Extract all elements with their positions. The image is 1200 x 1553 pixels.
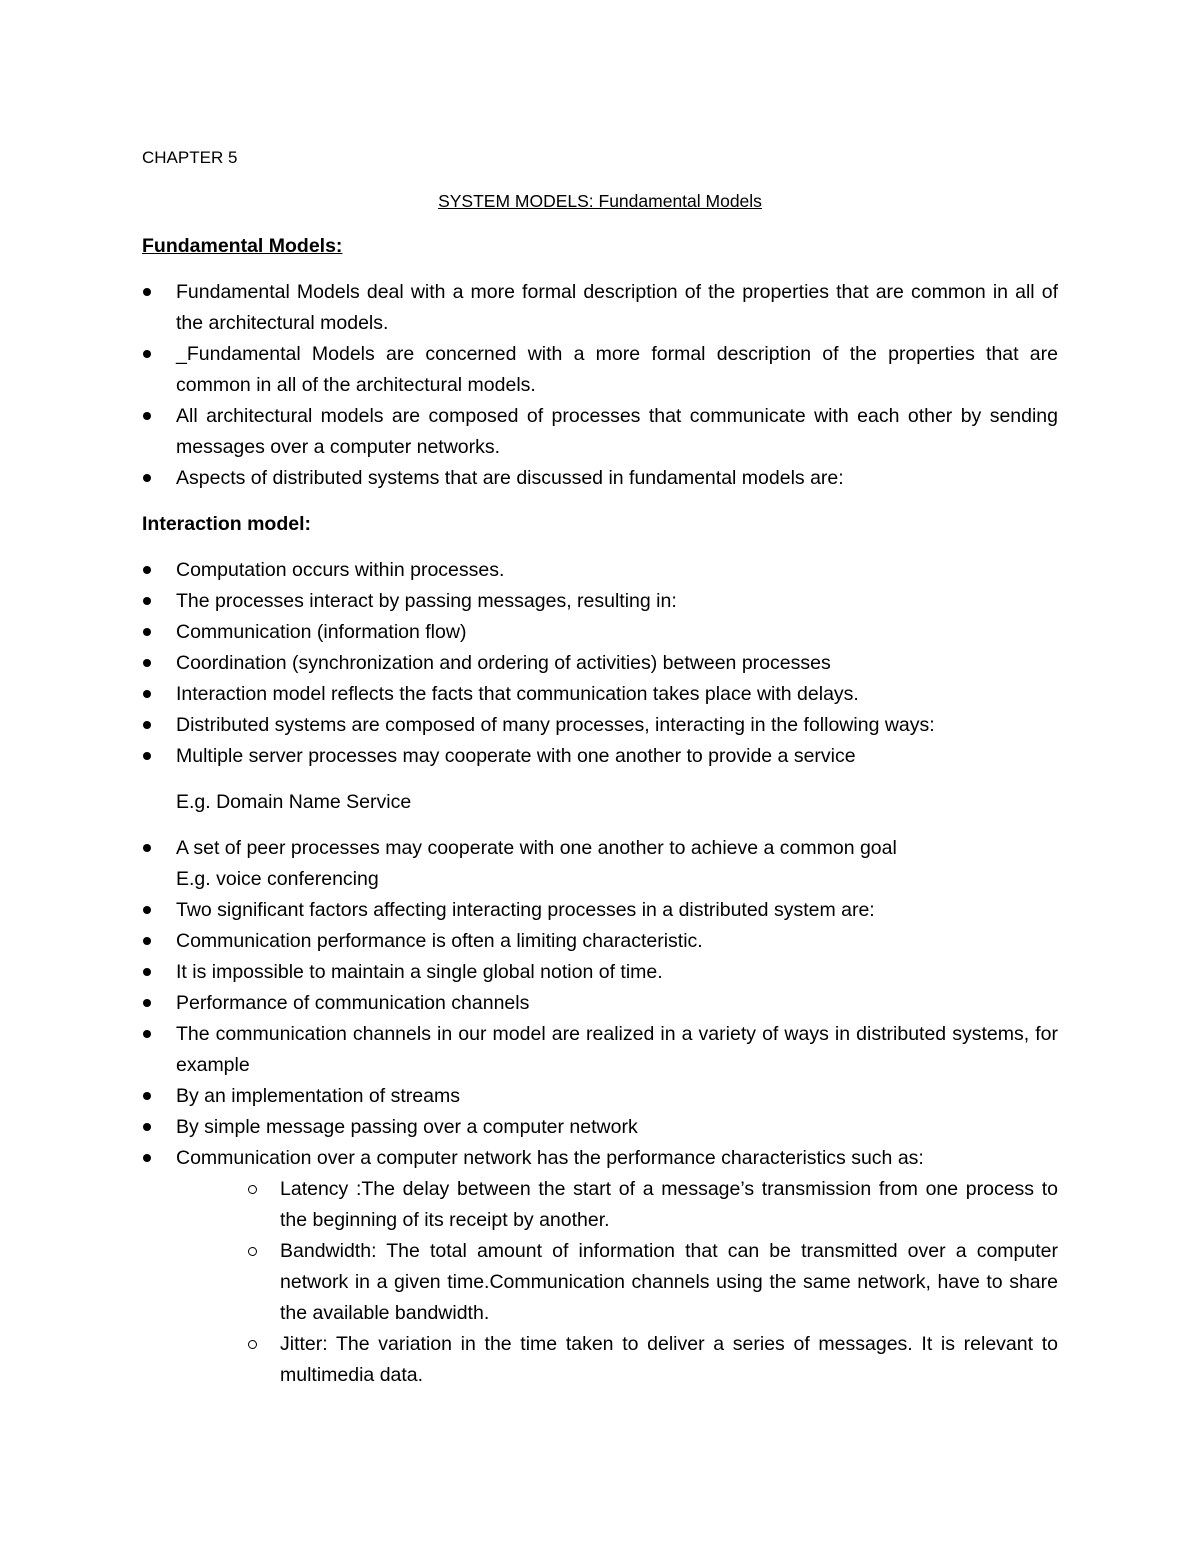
interaction-model-list-continued: [142, 833, 1058, 1391]
list-item: By simple message passing over a computer network: [142, 1112, 1058, 1143]
interaction-model-list: [142, 555, 1058, 772]
list-item: [142, 1143, 1058, 1391]
performance-characteristics-text: Communication over a computer network has the performance characteristics such as:: [176, 1147, 924, 1169]
peer-processes-text: A set of peer processes may cooperate with one another to achieve a common goal: [176, 837, 897, 859]
list-item: Multiple server processes may cooperate with one another to provide a service: [142, 741, 1058, 772]
list-item: Communication (information flow): [142, 617, 1058, 648]
example-dns: E.g. Domain Name Service: [176, 791, 412, 813]
list-item: The communication channels in our model are realized in a variety of ways in distributed systems, for example: [142, 1019, 1058, 1081]
list-item: The processes interact by passing messages, resulting in:: [142, 586, 1058, 617]
list-item: Distributed systems are composed of many processes, interacting in the following ways:: [142, 710, 1058, 741]
document-body: [142, 231, 1058, 1406]
fundamental-models-list: [142, 277, 1058, 494]
list-item: _Fundamental Models are concerned with a more formal description of the properties that are common in all of the architectural models.: [142, 339, 1058, 401]
list-item: It is impossible to maintain a single global notion of time.: [142, 957, 1058, 988]
sub-list-item-bandwidth: Bandwidth: The total amount of information that can be transmitted over a computer network in a given time.Communication channels using the same network, have to share the available bandwidth.: [176, 1236, 1058, 1329]
list-item: By an implementation of streams: [142, 1081, 1058, 1112]
example-voice-conferencing: E.g. voice conferencing: [176, 868, 379, 890]
page-title: SYSTEM MODELS: Fundamental Models: [438, 191, 762, 211]
sub-list-item-jitter: Jitter: The variation in the time taken to deliver a series of messages. It is relevant to multimedia data.: [176, 1329, 1058, 1391]
list-item: Fundamental Models deal with a more formal description of the properties that are common in all of the architectural models.: [142, 277, 1058, 339]
chapter-label: CHAPTER 5: [142, 148, 238, 167]
list-item: Communication performance is often a limiting characteristic.: [142, 926, 1058, 957]
performance-characteristics-sublist: [176, 1174, 1058, 1391]
list-item: All architectural models are composed of processes that communicate with each other by sending messages over a computer networks.: [142, 401, 1058, 463]
sub-list-item-latency: Latency :The delay between the start of a message’s transmission from one process to the beginning of its receipt by another.: [176, 1174, 1058, 1236]
list-item: Coordination (synchronization and ordering of activities) between processes: [142, 648, 1058, 679]
list-item: Performance of communication channels: [142, 988, 1058, 1019]
fundamental-models-heading: Fundamental Models:: [142, 235, 343, 257]
list-item: Computation occurs within processes.: [142, 555, 1058, 586]
list-item: Interaction model reflects the facts that communication takes place with delays.: [142, 679, 1058, 710]
list-item: [142, 833, 1058, 895]
interaction-model-heading: Interaction model:: [142, 513, 312, 535]
list-item: Two significant factors affecting interacting processes in a distributed system are:: [142, 895, 1058, 926]
list-item: Aspects of distributed systems that are discussed in fundamental models are:: [142, 463, 1058, 494]
